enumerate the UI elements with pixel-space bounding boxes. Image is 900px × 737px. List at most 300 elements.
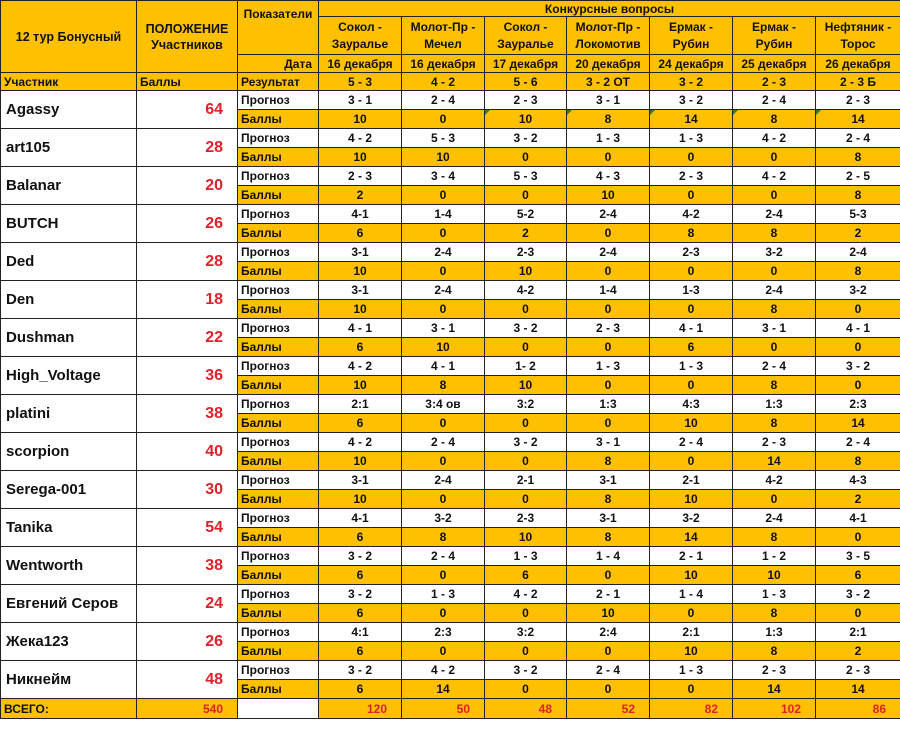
participant-name: Balanar (1, 167, 137, 205)
forecast-cell: 3 - 2 (319, 547, 402, 566)
forecast-cell: 2-4 (567, 243, 650, 262)
points-cell: 14 (816, 680, 900, 699)
forecast-cell: 4:3 (650, 395, 733, 414)
points-cell: 14 (650, 528, 733, 547)
forecast-cell: 2-4 (816, 243, 900, 262)
participant-name: Ded (1, 243, 137, 281)
participant-name: High_Voltage (1, 357, 137, 395)
forecast-cell: 2 - 5 (816, 167, 900, 186)
match-date: 25 декабря (733, 55, 816, 73)
participant-forecast-row (1, 661, 900, 680)
participant-name: BUTCH (1, 205, 137, 243)
forecast-cell: 3 - 4 (402, 167, 485, 186)
match-result: 2 - 3 Б (816, 73, 900, 91)
points-cell: 6 (319, 680, 402, 699)
forecast-cell: 2-3 (485, 243, 567, 262)
forecast-cell: 3 - 1 (567, 433, 650, 452)
points-label: Баллы (238, 262, 319, 281)
indicators-label: Показатели (238, 1, 319, 55)
forecast-label: Прогноз (238, 433, 319, 452)
points-cell: 10 (402, 148, 485, 167)
points-cell: 0 (567, 148, 650, 167)
forecast-cell: 4 - 2 (485, 585, 567, 604)
match-result: 5 - 3 (319, 73, 402, 91)
points-cell: 6 (319, 528, 402, 547)
participant-name: art105 (1, 129, 137, 167)
participant-score: 20 (137, 167, 238, 205)
participant-name: Den (1, 281, 137, 319)
points-cell: 6 (816, 566, 900, 585)
points-cell: 0 (650, 262, 733, 281)
forecast-cell: 2 - 4 (402, 433, 485, 452)
participant-forecast-row (1, 357, 900, 376)
points-cell: 0 (816, 338, 900, 357)
match-team-2: Рубин (672, 36, 710, 51)
points-cell: 10 (402, 338, 485, 357)
forecast-cell: 3-1 (567, 509, 650, 528)
forecast-cell: 2:3 (816, 395, 900, 414)
points-cell: 8 (733, 604, 816, 623)
points-label: Баллы (238, 528, 319, 547)
participant-forecast-row (1, 243, 900, 262)
points-label: Баллы (238, 680, 319, 699)
forecast-cell: 2 - 3 (816, 661, 900, 680)
points-label: Баллы (238, 338, 319, 357)
forecast-cell: 5-2 (485, 205, 567, 224)
points-label: Баллы (238, 414, 319, 433)
forecast-cell: 2 - 4 (816, 129, 900, 148)
points-cell: 8 (816, 148, 900, 167)
forecast-cell: 3 - 1 (567, 91, 650, 110)
match-total: 86 (816, 699, 900, 719)
forecast-label: Прогноз (238, 205, 319, 224)
participant-score: 54 (137, 509, 238, 547)
points-cell: 10 (319, 110, 402, 129)
participant-score: 48 (137, 661, 238, 699)
points-cell: 14 (733, 680, 816, 699)
points-cell: 10 (650, 642, 733, 661)
forecast-cell: 3:4 ов (402, 395, 485, 414)
points-cell: 8 (733, 110, 816, 129)
forecast-cell: 3 - 5 (816, 547, 900, 566)
forecast-cell: 4:1 (319, 623, 402, 642)
participant-forecast-row (1, 205, 900, 224)
points-label: Баллы (238, 148, 319, 167)
forecast-cell: 3 - 2 (816, 357, 900, 376)
points-cell: 8 (402, 376, 485, 395)
match-team-1: Молот-Пр - (410, 19, 476, 34)
participant-score: 26 (137, 205, 238, 243)
points-cell: 10 (650, 566, 733, 585)
forecast-cell: 2 - 1 (567, 585, 650, 604)
forecast-cell: 3-1 (319, 243, 402, 262)
contest-questions-label: Конкурсные вопросы (319, 1, 900, 17)
points-cell: 10 (485, 110, 567, 129)
match-total: 102 (733, 699, 816, 719)
points-cell: 0 (816, 376, 900, 395)
date-label: Дата (238, 55, 319, 73)
total-empty-cell (238, 699, 319, 719)
points-cell: 6 (319, 566, 402, 585)
forecast-cell: 2-4 (733, 281, 816, 300)
points-cell: 0 (733, 186, 816, 205)
points-cell: 0 (816, 300, 900, 319)
participant-name: Евгений Серов (1, 585, 137, 623)
points-cell: 0 (567, 566, 650, 585)
forecast-cell: 3-1 (567, 471, 650, 490)
forecast-cell: 2-4 (402, 281, 485, 300)
forecast-cell: 2-4 (402, 471, 485, 490)
forecast-label: Прогноз (238, 471, 319, 490)
points-cell: 14 (733, 452, 816, 471)
forecast-label: Прогноз (238, 395, 319, 414)
match-team-1: Сокол - (503, 19, 548, 34)
forecast-cell: 2-1 (650, 471, 733, 490)
points-cell: 10 (319, 490, 402, 509)
points-label: Баллы (238, 224, 319, 243)
forecast-cell: 2-4 (733, 205, 816, 224)
points-cell: 0 (567, 224, 650, 243)
points-cell: 8 (733, 528, 816, 547)
forecast-label: Прогноз (238, 243, 319, 262)
points-cell: 0 (650, 452, 733, 471)
forecast-cell: 2-1 (485, 471, 567, 490)
participant-name: Жека123 (1, 623, 137, 661)
forecast-cell: 2 - 4 (402, 91, 485, 110)
points-cell: 14 (402, 680, 485, 699)
points-cell: 10 (319, 262, 402, 281)
match-team-2: Торос (840, 36, 876, 51)
match-result: 2 - 3 (733, 73, 816, 91)
forecast-cell: 3 - 2 (650, 91, 733, 110)
forecast-cell: 4 - 1 (650, 319, 733, 338)
points-label: Баллы (238, 186, 319, 205)
points-label: Баллы (238, 452, 319, 471)
points-cell: 0 (567, 642, 650, 661)
points-cell: 0 (485, 680, 567, 699)
forecast-cell: 1 - 3 (650, 661, 733, 680)
participant-forecast-row (1, 129, 900, 148)
forecast-cell: 3 - 1 (319, 91, 402, 110)
forecast-label: Прогноз (238, 319, 319, 338)
points-cell: 8 (402, 528, 485, 547)
points-cell: 8 (567, 528, 650, 547)
forecast-cell: 3:2 (485, 395, 567, 414)
points-cell: 0 (485, 604, 567, 623)
match-total: 48 (485, 699, 567, 719)
match-header (567, 17, 650, 55)
points-cell: 10 (319, 452, 402, 471)
forecast-cell: 1 - 2 (733, 547, 816, 566)
forecast-cell: 4 - 1 (319, 319, 402, 338)
forecast-cell: 1 - 4 (650, 585, 733, 604)
match-header (650, 17, 733, 55)
forecast-cell: 4 - 2 (733, 167, 816, 186)
points-cell: 14 (816, 110, 900, 129)
participant-name: Wentworth (1, 547, 137, 585)
points-label: Баллы (238, 376, 319, 395)
points-cell: 0 (402, 186, 485, 205)
forecast-cell: 2 - 3 (816, 91, 900, 110)
participant-forecast-row (1, 319, 900, 338)
forecast-cell: 2-4 (402, 243, 485, 262)
standings-title-line1: ПОЛОЖЕНИЕ (145, 21, 229, 36)
forecast-cell: 4 - 3 (567, 167, 650, 186)
forecast-cell: 2:1 (319, 395, 402, 414)
forecast-cell: 3 - 2 (485, 661, 567, 680)
points-cell: 0 (567, 300, 650, 319)
forecast-cell: 2-4 (733, 509, 816, 528)
match-team-1: Сокол - (338, 19, 382, 34)
forecast-label: Прогноз (238, 585, 319, 604)
forecast-cell: 2:4 (567, 623, 650, 642)
points-cell: 10 (650, 414, 733, 433)
forecast-cell: 4-1 (319, 205, 402, 224)
points-cell: 8 (816, 262, 900, 281)
forecast-cell: 2-3 (650, 243, 733, 262)
forecast-label: Прогноз (238, 661, 319, 680)
forecast-cell: 4 - 2 (319, 129, 402, 148)
forecast-cell: 3 - 2 (485, 319, 567, 338)
match-team-2: Локомотив (575, 36, 641, 51)
points-cell: 0 (733, 490, 816, 509)
points-cell: 10 (319, 376, 402, 395)
points-cell: 10 (650, 490, 733, 509)
match-team-1: Нефтяник - (824, 19, 892, 34)
points-cell: 0 (650, 186, 733, 205)
match-total: 50 (402, 699, 485, 719)
forecast-cell: 2 - 4 (733, 91, 816, 110)
points-cell: 2 (816, 224, 900, 243)
participant-forecast-row (1, 167, 900, 186)
points-cell: 0 (402, 262, 485, 281)
match-header (402, 17, 485, 55)
participant-score: 38 (137, 547, 238, 585)
forecast-cell: 2 - 3 (319, 167, 402, 186)
points-label: Баллы (238, 604, 319, 623)
forecast-cell: 3 - 2 (485, 433, 567, 452)
points-cell: 0 (567, 414, 650, 433)
participant-name: Tanika (1, 509, 137, 547)
match-team-2: Рубин (755, 36, 793, 51)
total-overall: 540 (137, 699, 238, 719)
forecast-cell: 3 - 1 (402, 319, 485, 338)
forecast-cell: 2 - 3 (567, 319, 650, 338)
points-label: Баллы (238, 642, 319, 661)
forecast-cell: 2 - 4 (567, 661, 650, 680)
points-cell: 2 (319, 186, 402, 205)
forecast-cell: 1:3 (567, 395, 650, 414)
match-team-1: Ермак - (752, 19, 796, 34)
participant-column-label: Участник (1, 73, 137, 91)
points-cell: 6 (319, 338, 402, 357)
forecast-cell: 1- 2 (485, 357, 567, 376)
forecast-cell: 1 - 3 (733, 585, 816, 604)
forecast-cell: 1-4 (567, 281, 650, 300)
forecast-cell: 4-2 (733, 471, 816, 490)
points-cell: 0 (402, 490, 485, 509)
forecast-label: Прогноз (238, 167, 319, 186)
forecast-cell: 3 - 1 (733, 319, 816, 338)
forecast-cell: 2 - 3 (650, 167, 733, 186)
points-cell: 0 (402, 604, 485, 623)
points-cell: 0 (485, 452, 567, 471)
participant-score: 18 (137, 281, 238, 319)
points-cell: 0 (402, 110, 485, 129)
points-cell: 6 (319, 642, 402, 661)
forecast-cell: 3 - 2 (319, 661, 402, 680)
forecast-label: Прогноз (238, 623, 319, 642)
match-team-1: Молот-Пр - (575, 19, 641, 34)
participant-name: scorpion (1, 433, 137, 471)
forecast-cell: 3-2 (733, 243, 816, 262)
points-cell: 8 (816, 452, 900, 471)
points-cell: 8 (733, 300, 816, 319)
forecast-cell: 3-2 (650, 509, 733, 528)
forecast-label: Прогноз (238, 547, 319, 566)
participant-forecast-row (1, 509, 900, 528)
points-cell: 14 (816, 414, 900, 433)
match-header (485, 17, 567, 55)
points-label: Баллы (238, 110, 319, 129)
forecast-cell: 5-3 (816, 205, 900, 224)
match-result: 3 - 2 ОТ (567, 73, 650, 91)
participant-name: platini (1, 395, 137, 433)
forecast-cell: 3 - 2 (319, 585, 402, 604)
match-team-2: Мечел (424, 36, 462, 51)
points-cell: 0 (567, 680, 650, 699)
points-cell: 0 (485, 642, 567, 661)
points-cell: 0 (485, 186, 567, 205)
forecast-cell: 3:2 (485, 623, 567, 642)
participant-name: Serega-001 (1, 471, 137, 509)
match-date: 16 декабря (319, 55, 402, 73)
points-cell: 0 (485, 414, 567, 433)
points-label: Баллы (238, 300, 319, 319)
points-cell: 10 (567, 604, 650, 623)
points-cell: 0 (402, 452, 485, 471)
forecast-cell: 2:1 (650, 623, 733, 642)
participant-forecast-row (1, 433, 900, 452)
forecast-label: Прогноз (238, 281, 319, 300)
points-cell: 6 (485, 566, 567, 585)
participant-score: 22 (137, 319, 238, 357)
points-cell: 10 (733, 566, 816, 585)
points-cell: 0 (650, 376, 733, 395)
forecast-cell: 1 - 3 (402, 585, 485, 604)
points-cell: 6 (650, 338, 733, 357)
forecast-cell: 4-1 (319, 509, 402, 528)
participant-score: 36 (137, 357, 238, 395)
points-cell: 6 (319, 224, 402, 243)
points-cell: 8 (733, 642, 816, 661)
participant-score: 64 (137, 91, 238, 129)
points-cell: 2 (816, 642, 900, 661)
forecast-cell: 1 - 3 (650, 129, 733, 148)
match-team-2: Зауралье (497, 36, 554, 51)
forecast-cell: 4-2 (650, 205, 733, 224)
match-total: 52 (567, 699, 650, 719)
match-total: 82 (650, 699, 733, 719)
points-cell: 0 (402, 642, 485, 661)
points-column-label: Баллы (137, 73, 238, 91)
points-cell: 0 (733, 338, 816, 357)
match-team-1: Ермак - (669, 19, 713, 34)
match-date: 16 декабря (402, 55, 485, 73)
participant-name: Dushman (1, 319, 137, 357)
forecast-cell: 2-3 (485, 509, 567, 528)
points-cell: 10 (567, 186, 650, 205)
forecast-label: Прогноз (238, 91, 319, 110)
points-cell: 0 (567, 262, 650, 281)
points-cell: 0 (733, 262, 816, 281)
points-cell: 10 (319, 148, 402, 167)
forecast-cell: 3-2 (402, 509, 485, 528)
points-cell: 10 (485, 262, 567, 281)
points-cell: 0 (733, 148, 816, 167)
forecast-cell: 2-4 (567, 205, 650, 224)
participant-score: 28 (137, 243, 238, 281)
match-date: 17 декабря (485, 55, 567, 73)
forecast-cell: 2 - 4 (650, 433, 733, 452)
forecast-cell: 4-2 (485, 281, 567, 300)
participant-forecast-row (1, 91, 900, 110)
total-label: ВСЕГО: (1, 699, 137, 719)
forecast-cell: 3-1 (319, 281, 402, 300)
points-cell: 0 (650, 148, 733, 167)
forecast-cell: 4-1 (816, 509, 900, 528)
points-cell: 8 (567, 490, 650, 509)
points-cell: 0 (402, 300, 485, 319)
points-cell: 0 (485, 490, 567, 509)
points-cell: 10 (485, 376, 567, 395)
participant-forecast-row (1, 585, 900, 604)
points-cell: 0 (650, 680, 733, 699)
forecast-cell: 4 - 2 (319, 433, 402, 452)
forecast-cell: 3 - 2 (816, 585, 900, 604)
points-cell: 0 (485, 338, 567, 357)
forecast-cell: 4 - 2 (319, 357, 402, 376)
points-cell: 0 (402, 224, 485, 243)
forecast-cell: 5 - 3 (485, 167, 567, 186)
forecast-cell: 2 - 4 (733, 357, 816, 376)
points-cell: 0 (402, 566, 485, 585)
points-cell: 8 (733, 224, 816, 243)
forecast-cell: 2 - 1 (650, 547, 733, 566)
points-cell: 8 (650, 224, 733, 243)
match-header (816, 17, 900, 55)
forecast-cell: 1:3 (733, 395, 816, 414)
forecast-cell: 4 - 1 (402, 357, 485, 376)
points-cell: 0 (485, 148, 567, 167)
points-cell: 8 (816, 186, 900, 205)
points-cell: 0 (485, 300, 567, 319)
participant-name: Никнейм (1, 661, 137, 699)
forecast-cell: 2:3 (402, 623, 485, 642)
forecast-cell: 4 - 1 (816, 319, 900, 338)
points-cell: 10 (319, 300, 402, 319)
forecast-cell: 3 - 2 (485, 129, 567, 148)
forecast-cell: 1 - 4 (567, 547, 650, 566)
forecast-cell: 1 - 3 (650, 357, 733, 376)
forecast-cell: 2 - 3 (733, 433, 816, 452)
points-cell: 8 (567, 452, 650, 471)
points-cell: 8 (733, 376, 816, 395)
match-header (319, 17, 402, 55)
forecast-label: Прогноз (238, 357, 319, 376)
match-header (733, 17, 816, 55)
forecast-cell: 1-4 (402, 205, 485, 224)
